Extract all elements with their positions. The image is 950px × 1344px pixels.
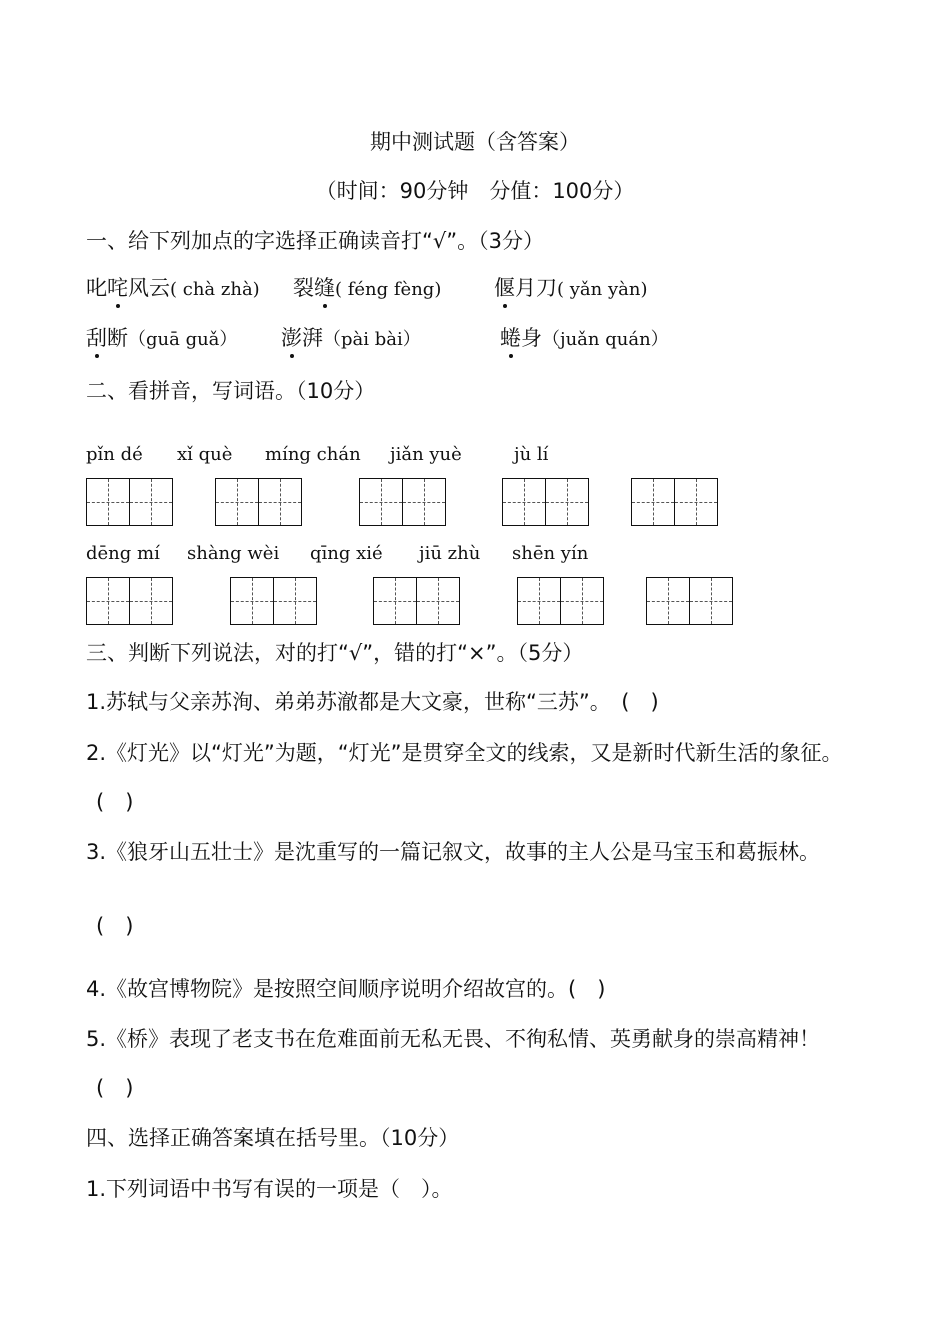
writing-grid[interactable]: [373, 577, 460, 625]
section-2-heading: 二、看拼音，写词语。（10分）: [86, 379, 376, 403]
pinyin-label: shēn yín: [512, 543, 589, 564]
s1-item-4: 刮断（guā guǎ）: [86, 326, 238, 350]
writing-grid[interactable]: [215, 478, 302, 526]
writing-grid[interactable]: [359, 478, 446, 526]
pinyin-label: dēng mí: [86, 543, 160, 564]
dotted-char: 刮: [86, 326, 107, 350]
pinyin-label: jiǎn yuè: [390, 444, 462, 465]
answer-paren[interactable]: ( ): [96, 914, 134, 938]
s4-question-1: 1.下列词语中书写有误的一项是（ ）。: [86, 1177, 453, 1201]
writing-grid[interactable]: [86, 577, 173, 625]
answer-paren[interactable]: ( ): [96, 790, 134, 814]
dotted-char: 蜷: [500, 326, 521, 350]
dotted-char: 澎: [281, 326, 302, 350]
pinyin-label: xǐ què: [177, 444, 233, 465]
writing-grid[interactable]: [631, 478, 718, 526]
s1-item-3: 偃月刀( yǎn yàn): [494, 276, 648, 300]
dotted-char: 咤: [107, 276, 128, 300]
s3-question-5: 5.《桥》表现了老支书在危难面前无私无畏、不徇私情、英勇献身的崇高精神！: [86, 1027, 821, 1051]
page-subtitle: （时间：90分钟 分值：100分）: [315, 179, 635, 203]
s1-item-1: 叱咤风云( chà zhà): [86, 276, 260, 300]
s1-item-5: 澎湃（pài bài）: [281, 326, 421, 350]
answer-paren[interactable]: ( ): [96, 1076, 134, 1100]
s3-question-3: 3.《狼牙山五壮士》是沈重写的一篇记叙文，故事的主人公是马宝玉和葛振林。: [86, 840, 821, 864]
pinyin-label: shàng wèi: [187, 543, 280, 564]
s1-item-6: 蜷身（juǎn quán）: [500, 326, 669, 350]
section-3-heading: 三、判断下列说法，对的打“√”，错的打“×”。（5分）: [86, 641, 584, 665]
pinyin-label: qīng xié: [310, 543, 383, 564]
s3-question-1: 1.苏轼与父亲苏洵、弟弟苏澈都是大文豪，世称“三苏”。 ( ): [86, 690, 659, 714]
writing-grid[interactable]: [646, 577, 733, 625]
pinyin-label: míng chán: [265, 444, 361, 465]
section-1-heading: 一、给下列加点的字选择正确读音打“√”。（3分）: [86, 229, 544, 253]
s3-question-2: 2.《灯光》以“灯光”为题，“灯光”是贯穿全文的线索，又是新时代新生活的象征。: [86, 741, 843, 765]
section-4-heading: 四、选择正确答案填在括号里。（10分）: [86, 1126, 460, 1150]
pinyin-label: jù lí: [514, 444, 549, 465]
s1-item-2: 裂缝( féng fèng): [293, 276, 442, 300]
dotted-char: 缝: [314, 276, 335, 300]
page-title: 期中测试题（含答案）: [370, 130, 580, 154]
dotted-char: 偃: [494, 276, 515, 300]
pinyin-label: jiū zhù: [419, 543, 481, 564]
pinyin-label: pǐn dé: [86, 444, 143, 465]
writing-grid[interactable]: [517, 577, 604, 625]
writing-grid[interactable]: [230, 577, 317, 625]
writing-grid[interactable]: [86, 478, 173, 526]
writing-grid[interactable]: [502, 478, 589, 526]
s3-question-4: 4.《故宫博物院》是按照空间顺序说明介绍故宫的。( ): [86, 977, 606, 1001]
